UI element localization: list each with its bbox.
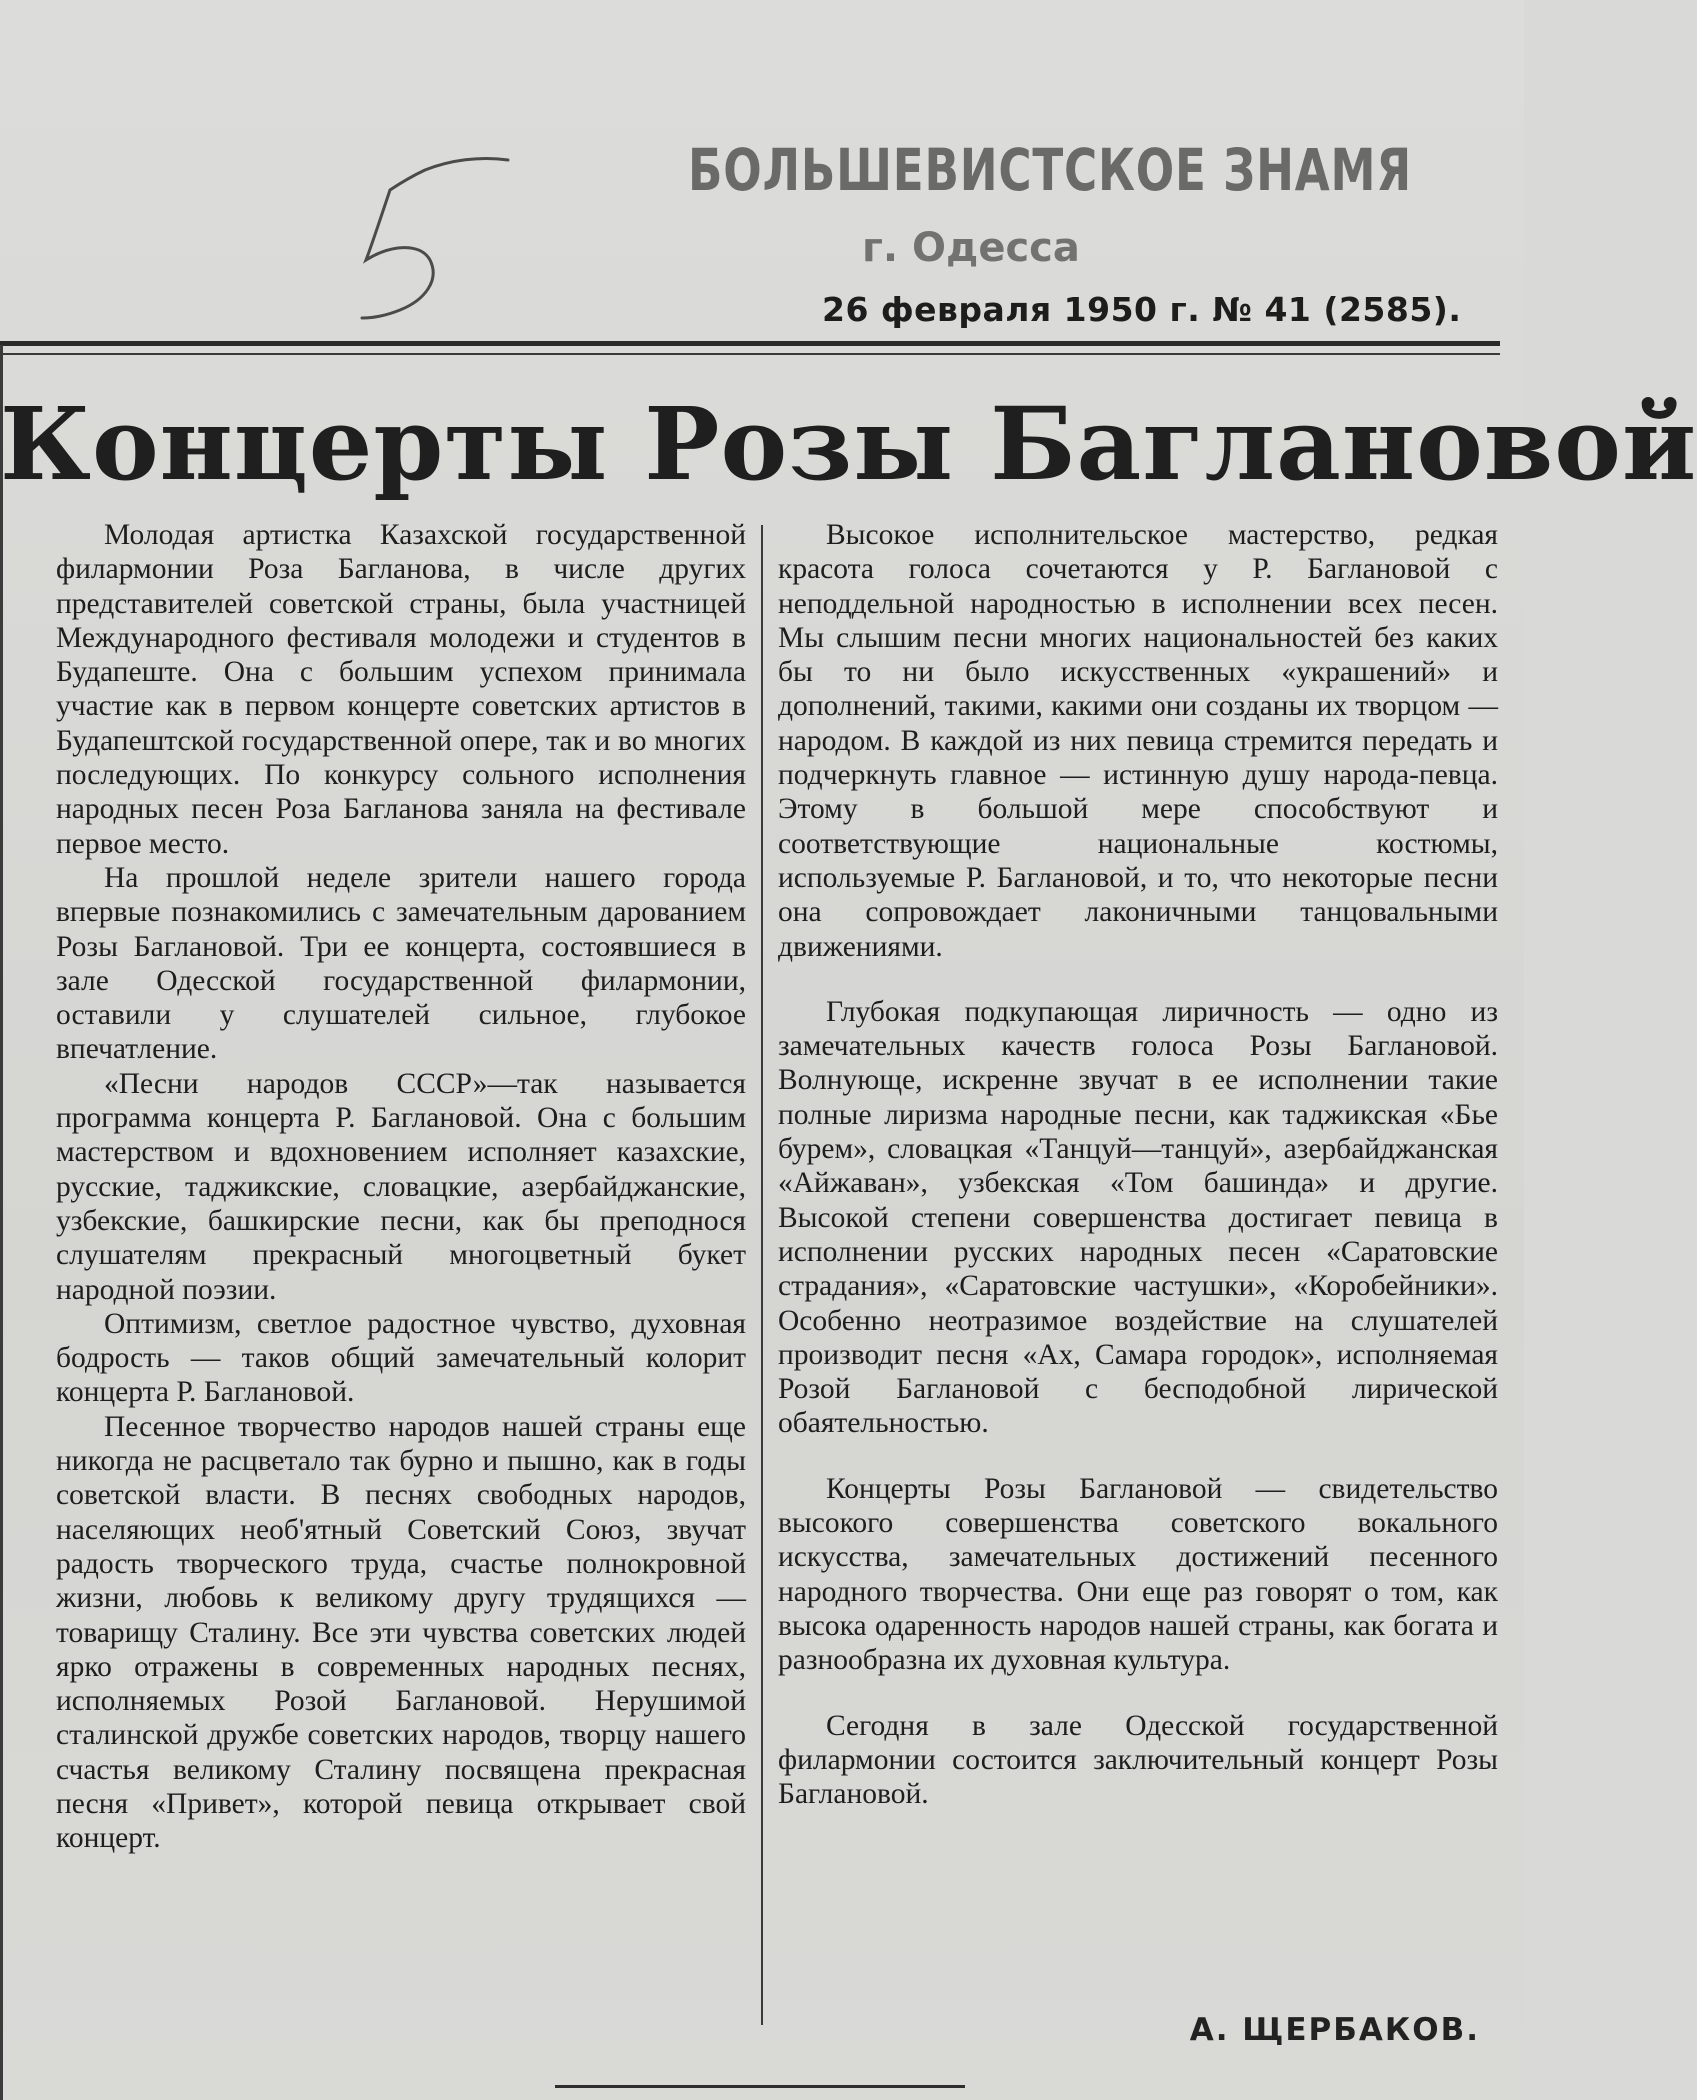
issue-date-number: 26 февраля 1950 г. № 41 (2585). — [822, 290, 1462, 329]
article-headline: Концерты Розы Баглановой — [0, 385, 1697, 503]
article-paragraph: Концерты Розы Баглановой — свидетельство высокого совершенства советского вокального искусства, замечательных достижений песенного народного творчества. Они еще раз говорят о том, как высока одаренность народов нашей страны, как богата и разнообразна их духовная культура. — [778, 1472, 1498, 1677]
article-paragraph: Песенное творчество народов нашей страны еще никогда не расцветало так бурно и пышно, как в годы советской власти. В песнях свободных народов, населяющих необ'ятный Советский Союз, звучат радость творческого труда, счастье полнокровной жизни, любовь к великому другу трудящихся — товарищу Сталину. Все эти чувства советских людей ярко отражены в современных народных песнях, исполняемых Розой Баглановой. Нерушимой сталинской дружбе советских народов, творцу нашего счастья великому Сталину посвящена прекрасная песня «Привет», которой певица открывает свой концерт. — [56, 1410, 746, 1855]
left-edge-rule — [0, 345, 3, 2100]
bottom-rule — [555, 2085, 965, 2088]
article-column-right — [778, 518, 1498, 1842]
newspaper-city: г. Одесса — [862, 225, 1080, 271]
author-signature: А. ЩЕРБАКОВ. — [1189, 2012, 1480, 2048]
article-paragraph: На прошлой неделе зрители нашего города впервые познакомились с замечательным дарованием Розы Баглановой. Три ее концерта, состоявшиеся в зале Одесской государственной филармонии, оставили у слушателей сильное, глубокое впечатление. — [56, 861, 746, 1066]
column-divider — [761, 525, 763, 2025]
article-paragraph: Молодая артистка Казахской государственной филармонии Роза Багланова, в числе других представителей советской страны, была участницей Международного фестиваля молодежи и студентов в Будапеште. Она с большим успехом принимала участие как в первом концерте советских артистов в Будапештской государственной опере, так и во многих последующих. По конкурсу сольного исполнения народных песен Роза Багланова заняла на фестивале первое место. — [56, 519, 746, 860]
article-paragraph: Глубокая подкупающая лиричность — одно из замечательных качеств голоса Розы Баглановой. Волнующе, искренне звучат в ее исполнении такие полные лиризма народные песни, как таджикская «Бье бурем», словацкая «Танцуй—танцуй», азербайджанская «Айжаван», узбекская «Том башинда» и другие. Высокой степени совершенства достигает певица в исполнении русских народных песен «Саратовские страдания», «Саратовские частушки», «Коробейники». Особенно неотразимое воздействие на слушателей производит песня «Ах, Самара городок», исполняемая Розой Баглановой с бесподобной лирической обаятельностью. — [778, 995, 1498, 1440]
article-paragraph: Высокое исполнительское мастерство, редкая красота голоса сочетаются у Р. Баглановой с неподдельной народностью в исполнении всех песен. Мы слышим песни многих национальностей без каких бы то ни было искусственных «украшений» и дополнений, такими, какими они созданы их творцом — народом. В каждой из них певица стремится передать и подчеркнуть главное — истинную душу народа-певца. Этому в большой мере способствуют и соответствующие национальные костюмы, используемые Р. Баглановой, и то, что некоторые песни она сопровождает лаконичными танцовальными движениями. — [778, 519, 1498, 963]
article-column-left — [56, 518, 746, 1856]
masthead — [600, 130, 1462, 350]
article-paragraph: «Песни народов СССР»—так называется программа концерта Р. Баглановой. Она с большим мастерством и вдохновением исполняет казахские, русские, таджикские, словацкие, азербайджанские, узбекские, башкирские песни, как бы преподнося слушателям прекрасный многоцветный букет народной поэзии. — [56, 1067, 746, 1306]
handwritten-pencil-mark — [330, 150, 530, 330]
newspaper-name: БОЛЬШЕВИСТСКОЕ ЗНАМЯ — [688, 136, 1412, 204]
article-paragraph: Оптимизм, светлое радостное чувство, духовная бодрость — таков общий замечательный колорит концерта Р. Баглановой. — [56, 1307, 746, 1409]
top-rule — [0, 341, 1500, 355]
article-paragraph: Сегодня в зале Одесской государственной филармонии состоится заключительный концерт Розы Баглановой. — [778, 1709, 1498, 1811]
